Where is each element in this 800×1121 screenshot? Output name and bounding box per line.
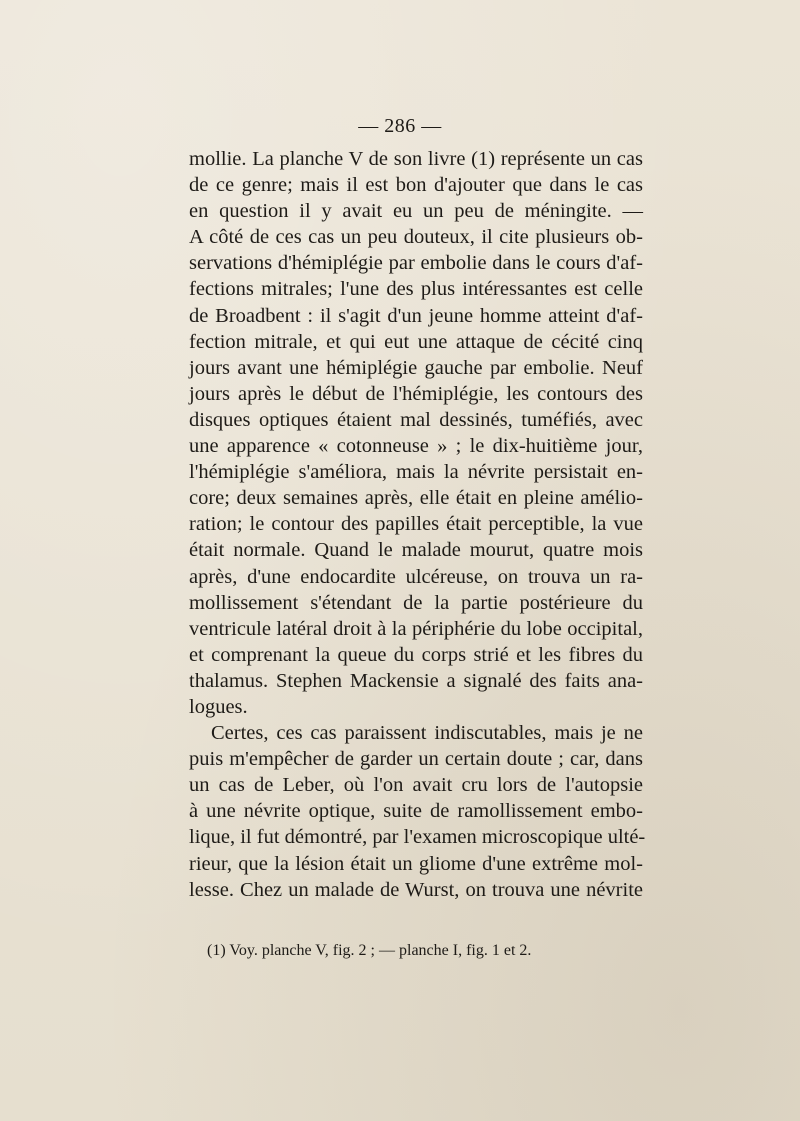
text-line: fection mitrale, et qui eut une attaque de cécité cinq xyxy=(189,330,643,353)
text-line: ventricule latéral droit à la périphérie du lobe occipital, xyxy=(189,617,643,640)
text-line: lesse. Chez un malade de Wurst, on trouva une névrite xyxy=(189,878,643,901)
text-line: jours après le début de l'hémiplégie, les contours des xyxy=(189,382,643,405)
text-line: était normale. Quand le malade mourut, quatre mois xyxy=(189,539,643,562)
text-line: mollissement s'étendant de la partie postérieure du xyxy=(189,591,643,614)
text-line: de Broadbent : il s'agit d'un jeune homme atteint d'af- xyxy=(189,304,643,327)
text-line: en question il y avait eu un peu de méningite. — xyxy=(189,200,643,223)
text-line: lique, il fut démontré, par l'examen microscopique ulté- xyxy=(189,826,646,849)
text-line: jours avant une hémiplégie gauche par embolie. Neuf xyxy=(189,356,643,379)
text-line: de ce genre; mais il est bon d'ajouter que dans le cas xyxy=(189,174,643,197)
text-line: logues. xyxy=(189,695,248,718)
text-line: ration; le contour des papilles était perceptible, la vue xyxy=(189,513,643,536)
footnote: (1) Voy. planche V, fig. 2 ; — planche I, fig. 1 et 2. xyxy=(207,942,532,959)
text-line: servations d'hémiplégie par embolie dans le cours d'af- xyxy=(189,252,643,275)
text-line: puis m'empêcher de garder un certain doute ; car, dans xyxy=(189,748,643,771)
text-line: après, d'une endocardite ulcéreuse, on trouva un ra- xyxy=(189,565,643,588)
text-line: un cas de Leber, où l'on avait cru lors de l'autopsie xyxy=(189,774,643,797)
text-line: et comprenant la queue du corps strié et les fibres du xyxy=(189,643,643,666)
page-number-header: — 286 — xyxy=(358,115,442,137)
text-line: A côté de ces cas un peu douteux, il cite plusieurs ob- xyxy=(189,226,643,249)
text-line: thalamus. Stephen Mackensie a signalé des faits ana- xyxy=(189,669,643,692)
body-text xyxy=(189,146,646,903)
text-line: une apparence « cotonneuse » ; le dix-huitième jour, xyxy=(189,435,643,458)
text-line: à une névrite optique, suite de ramollissement embo- xyxy=(189,800,643,823)
text-line: l'hémiplégie s'améliora, mais la névrite persistait en- xyxy=(189,461,643,484)
text-line: rieur, que la lésion était un gliome d'une extrême mol- xyxy=(189,852,643,875)
text-line: fections mitrales; l'une des plus intéressantes est celle xyxy=(189,278,643,301)
text-line: disques optiques étaient mal dessinés, tuméfiés, avec xyxy=(189,408,643,431)
text-line: core; deux semaines après, elle était en pleine amélio- xyxy=(189,487,643,510)
text-line: mollie. La planche V de son livre (1) représente un cas xyxy=(189,148,643,170)
text-line: Certes, ces cas paraissent indiscutables, mais je ne xyxy=(211,722,643,745)
